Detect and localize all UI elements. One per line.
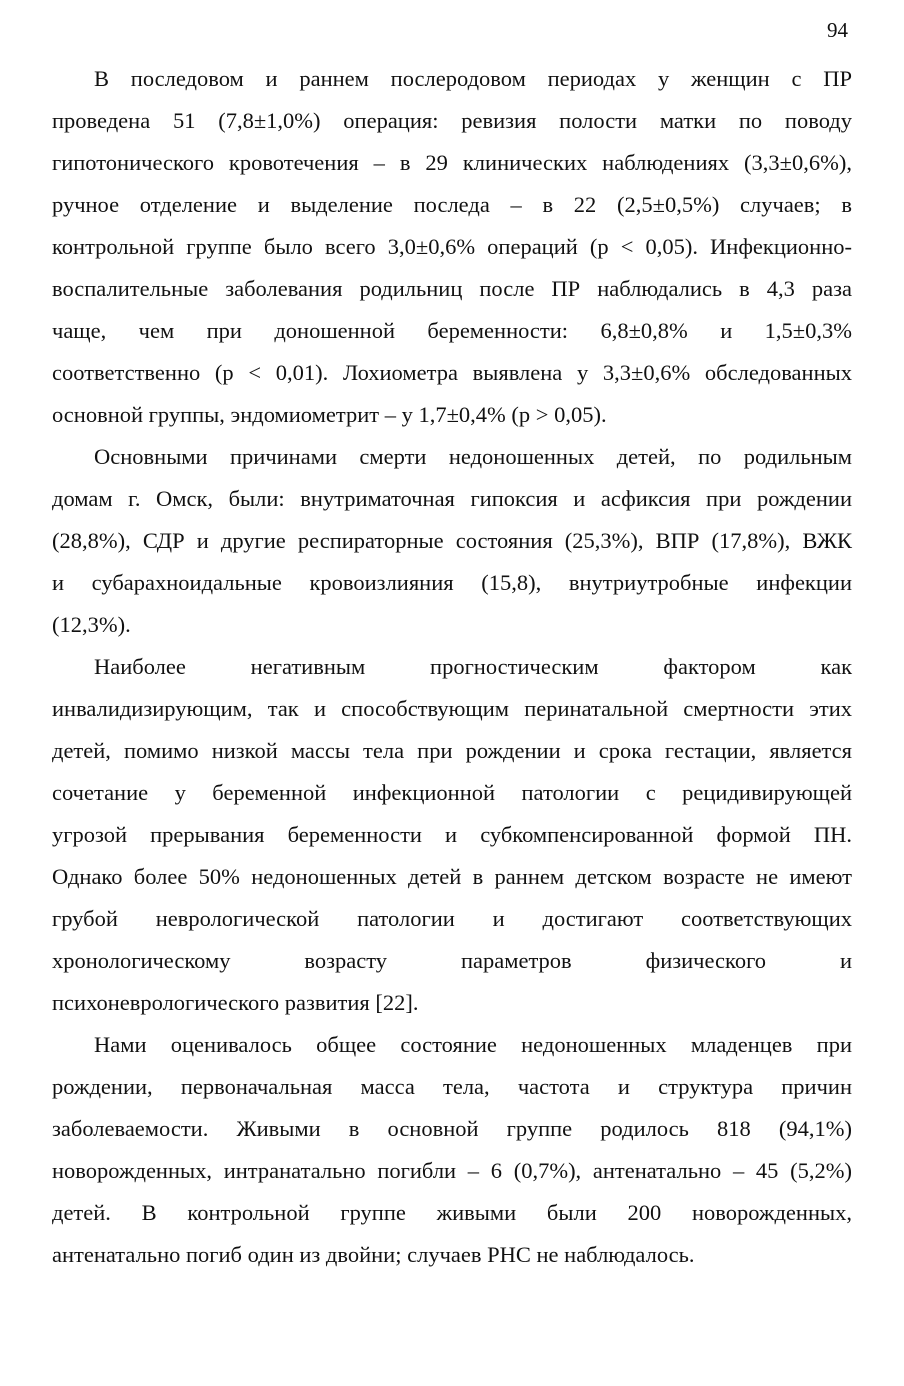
paragraph (52, 436, 852, 646)
paragraph (52, 58, 852, 436)
text-line: соответственно (р < 0,01). Лохиометра выявлена у 3,3±0,6% обследованных (52, 360, 852, 385)
text-line: заболеваемости. Живыми в основной группе родилось 818 (94,1%) (52, 1116, 852, 1141)
text-line: новорожденных, интранатально погибли – 6 (0,7%), антенатально – 45 (5,2%) (52, 1158, 852, 1183)
text-line: психоневрологического развития [22]. (52, 990, 419, 1015)
paragraph (52, 1024, 852, 1276)
text-line: (12,3%). (52, 612, 131, 637)
text-line: и субарахноидальные кровоизлияния (15,8), внутриутробные инфекции (52, 570, 852, 595)
text-line: грубой неврологической патологии и достигают соответствующих (52, 906, 852, 931)
text-line: воспалительные заболевания родильниц после ПР наблюдались в 4,3 раза (52, 276, 852, 301)
text-line: угрозой прерывания беременности и субкомпенсированной формой ПН. (52, 822, 852, 847)
text-line: сочетание у беременной инфекционной патологии с рецидивирующей (52, 780, 852, 805)
text-line: (28,8%), СДР и другие респираторные состояния (25,3%), ВПР (17,8%), ВЖК (52, 528, 852, 553)
text-line: хронологическому возрасту параметров физического и (52, 948, 852, 973)
text-line: инвалидизирующим, так и способствующим перинатальной смертности этих (52, 696, 852, 721)
text-line: В последовом и раннем послеродовом периодах у женщин с ПР (94, 66, 852, 91)
text-line: детей. В контрольной группе живыми были 200 новорожденных, (52, 1200, 852, 1225)
text-line: домам г. Омск, были: внутриматочная гипоксия и асфиксия при рождении (52, 486, 852, 511)
text-line: рождении, первоначальная масса тела, частота и структура причин (52, 1074, 852, 1099)
text-line: Однако более 50% недоношенных детей в раннем детском возрасте не имеют (52, 864, 852, 889)
text-line: проведена 51 (7,8±1,0%) операция: ревизия полости матки по поводу (52, 108, 852, 133)
text-line: Нами оценивалось общее состояние недоношенных младенцев при (94, 1032, 852, 1057)
text-line: основной группы, эндомиометрит – у 1,7±0,4% (р > 0,05). (52, 402, 607, 427)
text-line: Основными причинами смерти недоношенных детей, по родильным (94, 444, 852, 469)
text-line: Наиболее негативным прогностическим фактором как (94, 654, 852, 679)
text-line: гипотонического кровотечения – в 29 клинических наблюдениях (3,3±0,6%), (52, 150, 852, 175)
text-body (52, 58, 852, 1276)
text-line: чаще, чем при доношенной беременности: 6,8±0,8% и 1,5±0,3% (52, 318, 852, 343)
paragraph (52, 646, 852, 1024)
page-number: 94 (827, 18, 848, 42)
text-line: антенатально погиб один из двойни; случаев РНС не наблюдалось. (52, 1242, 695, 1267)
text-line: ручное отделение и выделение последа – в 22 (2,5±0,5%) случаев; в (52, 192, 852, 217)
text-line: детей, помимо низкой массы тела при рождении и срока гестации, является (52, 738, 852, 763)
text-line: контрольной группе было всего 3,0±0,6% операций (р < 0,05). Инфекционно- (52, 234, 852, 259)
